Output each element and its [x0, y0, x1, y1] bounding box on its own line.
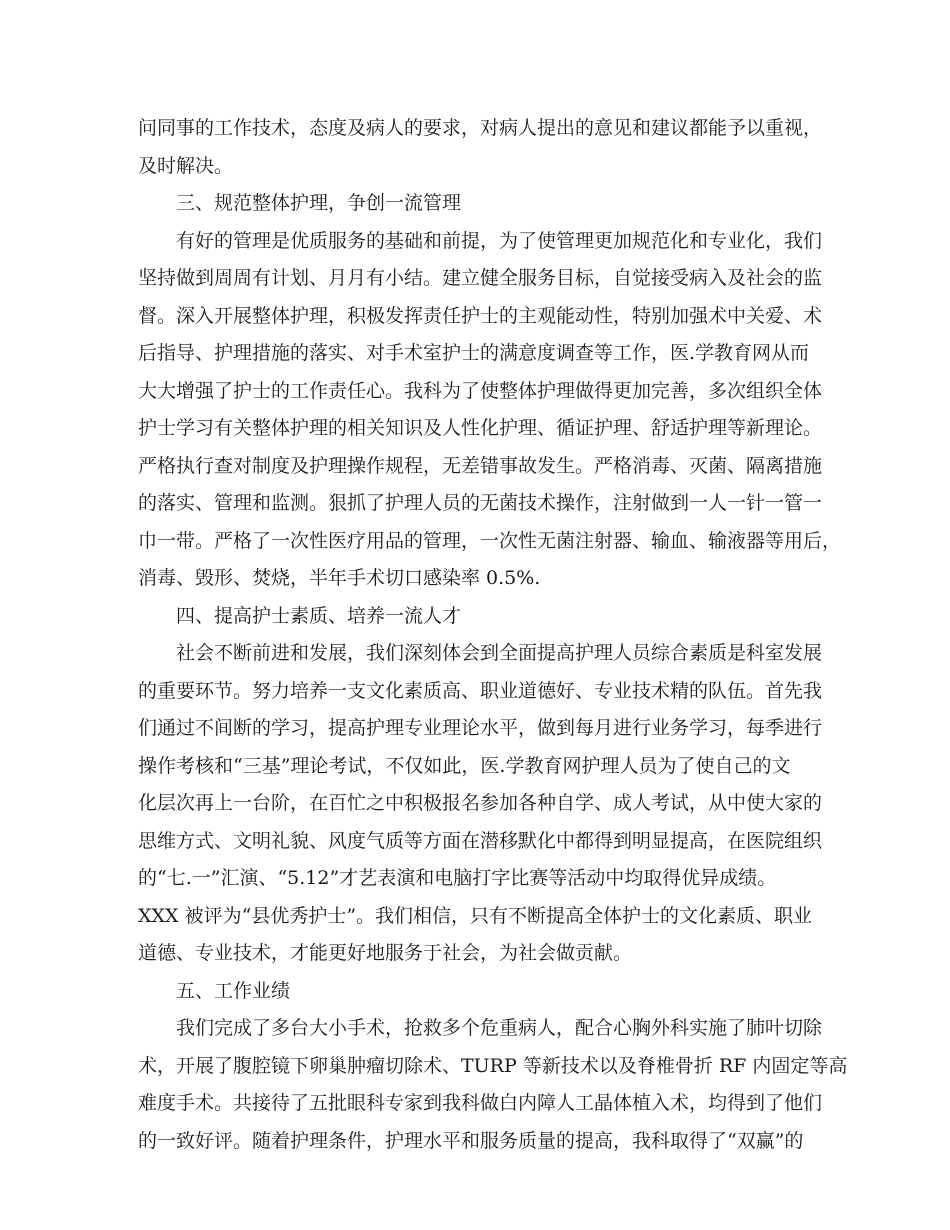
section-heading-5: 五、工作业绩 [176, 980, 291, 1002]
text-line-22: XXX 被评为“县优秀护士”。我们相信，只有不断提高全体护士的文化素质、职业 [138, 905, 813, 927]
text-line-2: 及时解决。 [138, 155, 234, 177]
text-line-6: 督。深入开展整体护理，积极发挥责任护士的主观能动性，特别加强术中关爱、术 [138, 305, 823, 327]
text-line-18: 操作考核和“三基”理论考试，不仅如此，医.学教育网护理人员为了使自己的文 [138, 755, 791, 777]
text-line-1: 问同事的工作技术，态度及病人的要求，对病人提出的意见和建议都能予以重视， [138, 117, 823, 139]
text-line-10: 严格执行查对制度及护理操作规程，无差错事故发生。严格消毒、灭菌、隔离措施 [138, 455, 823, 477]
text-line-7: 后指导、护理措施的落实、对手术室护士的满意度调查等工作，医.学教育网从而 [138, 342, 810, 364]
text-line-12: 巾一带。严格了一次性医疗用品的管理，一次性无菌注射器、输血、输液器等用后， [138, 530, 842, 552]
text-line-5: 坚持做到周周有计划、月月有小结。建立健全服务目标，自觉接受病入及社会的监 [138, 267, 823, 289]
section-heading-3: 三、规范整体护理，争创一流管理 [176, 192, 462, 214]
paragraph-start-line: 我们完成了多台大小手术，抢救多个危重病人，配合心胸外科实施了肺叶切除 [176, 1017, 823, 1039]
text-line-9: 护士学习有关整体护理的相关知识及人性化护理、循证护理、舒适护理等新理论。 [138, 417, 823, 439]
section-heading-4: 四、提高护士素质、培养一流人才 [176, 605, 462, 627]
text-line-8: 大大增强了护士的工作责任心。我科为了使整体护理做得更加完善，多次组织全体 [138, 380, 823, 402]
text-line-21: 的“七.一”汇演、“5.12”才艺表演和电脑打字比赛等活动中均取得优异成绩。 [138, 867, 777, 889]
text-line-27: 难度手术。共接待了五批眼科专家到我科做白内障人工晶体植入术，均得到了他们 [138, 1092, 823, 1114]
text-line-28: 的一致好评。随着护理条件，护理水平和服务质量的提高，我科取得了“双赢”的 [138, 1130, 804, 1152]
text-line-13: 消毒、毁形、焚烧，半年手术切口感染率 0.5%. [138, 567, 541, 589]
text-line-19: 化层次再上一台阶，在百忙之中积极报名参加各种自学、成人考试，从中使大家的 [138, 792, 823, 814]
text-line-20: 思维方式、文明礼貌、风度气质等方面在潜移默化中都得到明显提高，在医院组织 [138, 830, 823, 852]
paragraph-start-line: 社会不断前进和发展，我们深刻体会到全面提高护理人员综合素质是科室发展 [176, 642, 823, 664]
paragraph-start-line: 有好的管理是优质服务的基础和前提，为了使管理更加规范化和专业化，我们 [176, 230, 823, 252]
text-line-26: 术，开展了腹腔镜下卵巢肿瘤切除术、TURP 等新技术以及脊椎骨折 RF 内固定等高 [138, 1055, 848, 1077]
text-line-17: 们通过不间断的学习，提高护理专业理论水平，做到每月进行业务学习，每季进行 [138, 717, 823, 739]
text-line-16: 的重要环节。努力培养一支文化素质高、职业道德好、专业技术精的队伍。首先我 [138, 680, 823, 702]
text-line-23: 道德、专业技术，才能更好地服务于社会，为社会做贡献。 [138, 942, 633, 964]
text-line-11: 的落实、管理和监测。狠抓了护理人员的无菌技术操作，注射做到一人一针一管一 [138, 492, 823, 514]
